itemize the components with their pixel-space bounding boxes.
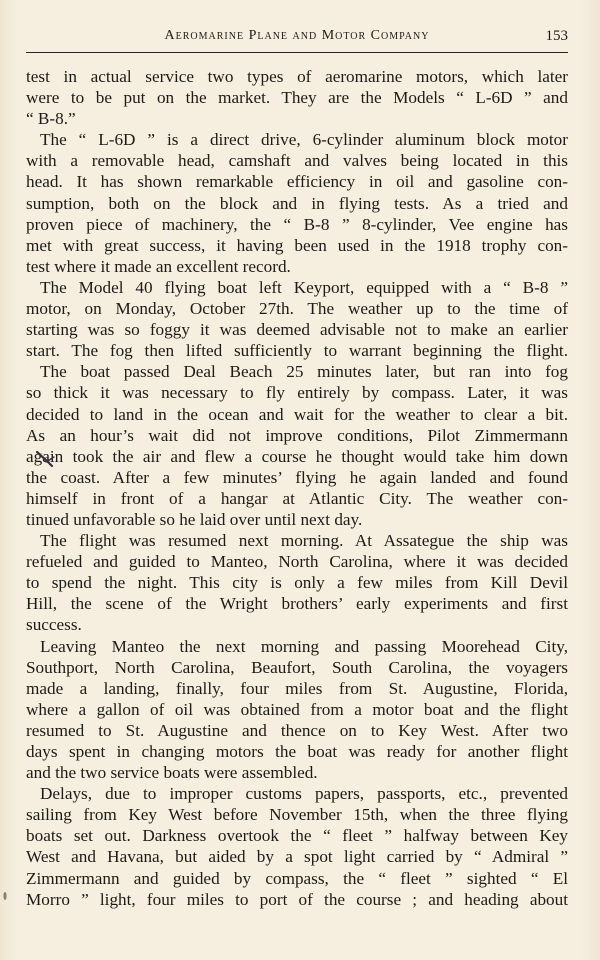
text-line: where a gallon of oil was obtained from a motor boat and the flight — [26, 699, 568, 719]
paragraph — [26, 361, 568, 530]
paragraph — [26, 783, 568, 910]
text-line: proven piece of machinery, the “ B-8 ” 8-cylinder, Vee engine has — [26, 214, 568, 234]
text-line: The flight was resumed next morning. At Assategue the ship was — [40, 531, 568, 551]
text-line: head. It has shown remarkable efficiency in oil and gasoline con- — [26, 172, 568, 192]
page-number: 153 — [545, 28, 568, 44]
text-line: himself in front of a hangar at Atlantic City. The weather con- — [26, 488, 568, 508]
text-line: tinued unfavorable so he laid over until next day. — [26, 509, 363, 529]
running-header — [26, 28, 568, 50]
text-line: to spend the night. This city is only a few miles from Kill Devil — [26, 573, 568, 593]
text-line: Morro ” light, four miles to port of the course ; and heading about — [26, 889, 568, 909]
body-text — [26, 66, 568, 910]
paragraph — [26, 277, 568, 361]
text-line: The boat passed Deal Beach 25 minutes later, but ran into fog — [40, 362, 568, 382]
text-line: The Model 40 flying boat left Keyport, equipped with a “ B-8 ” — [40, 277, 568, 297]
text-line: were to be put on the market. They are the Models “ L-6D ” and — [26, 88, 568, 108]
text-line: Zimmermann and guided by compass, the “ fleet ” sighted “ El — [26, 868, 568, 888]
text-line: Hill, the scene of the Wright brothers’ early experiments and first — [26, 594, 568, 614]
paragraph — [26, 66, 568, 129]
text-line: test in actual service two types of aeromarine motors, which later — [26, 67, 568, 86]
text-line: West and Havana, but aided by a spot light carried by “ Admiral ” — [26, 847, 568, 867]
text-line: starting was so foggy it was deemed advisable not to make an earlier — [26, 320, 568, 340]
text-line: made a landing, finally, four miles from St. Augustine, Florida, — [26, 678, 568, 698]
text-line: resumed to St. Augustine and thence on to Key West. After two — [26, 720, 568, 740]
text-line: motor, on Monday, October 27th. The weather up to the time of — [26, 299, 568, 319]
text-line: As an hour’s wait did not improve conditions, Pilot Zimmermann — [26, 425, 568, 445]
pencil-mark-icon — [35, 449, 57, 469]
text-line: boats set out. Darkness overtook the “ fleet ” halfway between Key — [26, 826, 568, 846]
text-line: again took the air and flew a course he thought would take him down — [26, 446, 568, 466]
paragraph — [26, 636, 568, 784]
text-line: the coast. After a few minutes’ flying he again landed and found — [26, 467, 568, 487]
text-line: days spent in changing motors the boat was ready for another flight — [26, 742, 568, 761]
text-line: refueled and guided to Manteo, North Carolina, where it was decided — [26, 552, 568, 572]
text-line: sailing from Key West before November 15th, when the three flying — [26, 805, 568, 825]
text-line: with a removable head, camshaft and valves being located in this — [26, 151, 568, 171]
header-rule — [26, 52, 568, 53]
paragraph — [26, 129, 568, 277]
text-line: test where it made an excellent record. — [26, 256, 291, 276]
text-line: “ B-8.” — [26, 109, 76, 129]
paragraph — [26, 530, 568, 635]
text-line: The “ L-6D ” is a direct drive, 6-cylinder aluminum block motor — [40, 130, 568, 150]
text-line: and the two service boats were assembled. — [26, 763, 318, 783]
running-title: Aeromarine Plane and Motor Company — [164, 28, 430, 43]
text-line: met with great success, it having been used in the 1918 trophy con- — [26, 235, 568, 255]
text-line: sumption, both on the block and in flying tests. As a tried and — [26, 193, 568, 213]
text-line: Leaving Manteo the next morning and passing Moorehead City, — [40, 636, 568, 656]
text-line: so thick it was necessary to fly entirely by compass. Later, it was — [26, 383, 568, 403]
text-line: Southport, North Carolina, Beaufort, South Carolina, the voyagers — [26, 657, 568, 677]
text-line: start. The fog then lifted sufficiently to warrant beginning the flight. — [26, 341, 568, 361]
text-line: success. — [26, 615, 82, 635]
margin-speck-icon — [2, 890, 8, 902]
text-line: decided to land in the ocean and wait for the weather to clear a bit. — [26, 404, 568, 424]
text-line: Delays, due to improper customs papers, passports, etc., prevented — [40, 784, 568, 804]
